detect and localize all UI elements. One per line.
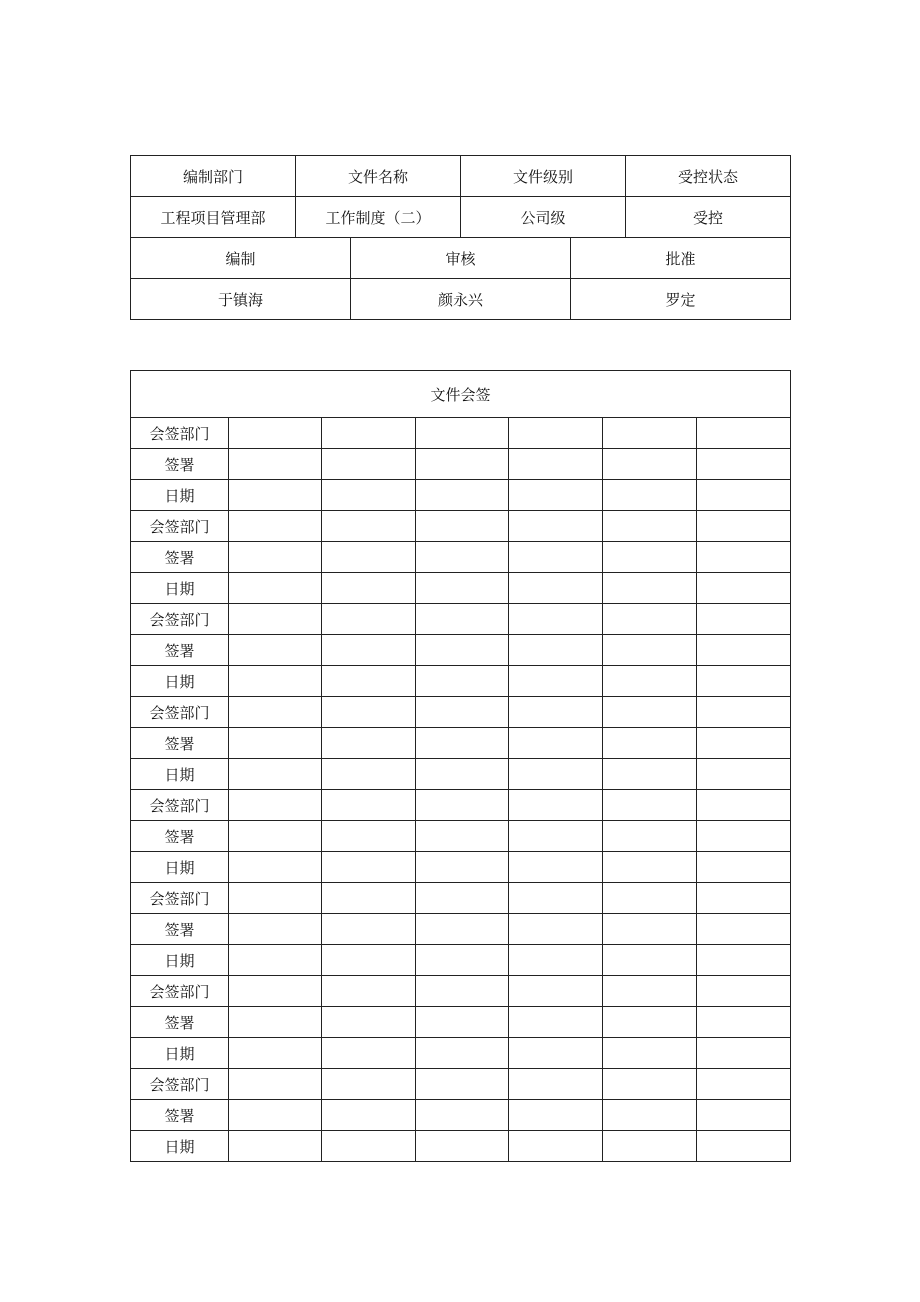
countersign-date-label: 日期 xyxy=(131,945,229,976)
countersign-department-cell[interactable] xyxy=(229,883,322,914)
countersign-date-cell[interactable] xyxy=(603,759,697,790)
countersign-signature-cell[interactable] xyxy=(229,449,322,480)
countersign-date-cell[interactable] xyxy=(416,573,509,604)
countersign-signature-label: 签署 xyxy=(131,728,229,759)
countersign-date-cell[interactable] xyxy=(416,759,509,790)
countersign-department-cell[interactable] xyxy=(509,604,603,635)
countersign-date-cell[interactable] xyxy=(603,1038,697,1069)
countersign-title: 文件会签 xyxy=(131,371,791,418)
countersign-signature-cell[interactable] xyxy=(322,728,416,759)
countersign-signature-label: 签署 xyxy=(131,1007,229,1038)
countersign-signature-cell[interactable] xyxy=(509,542,603,573)
countersign-signature-cell[interactable] xyxy=(416,1100,509,1131)
countersign-date-row xyxy=(131,945,791,976)
countersign-department-cell[interactable] xyxy=(229,790,322,821)
countersign-date-cell[interactable] xyxy=(416,480,509,511)
countersign-department-cell[interactable] xyxy=(603,604,697,635)
countersign-date-row xyxy=(131,480,791,511)
countersign-signature-cell[interactable] xyxy=(229,1100,322,1131)
countersign-signature-cell[interactable] xyxy=(697,728,791,759)
countersign-signature-cell[interactable] xyxy=(322,1007,416,1038)
countersign-signature-cell[interactable] xyxy=(697,449,791,480)
countersign-signature-cell[interactable] xyxy=(416,821,509,852)
countersign-signature-label: 签署 xyxy=(131,914,229,945)
countersign-signature-cell[interactable] xyxy=(322,821,416,852)
countersign-signature-cell[interactable] xyxy=(603,449,697,480)
value-department: 工程项目管理部 xyxy=(131,197,296,238)
countersign-date-cell[interactable] xyxy=(697,759,791,790)
countersign-department-cell[interactable] xyxy=(229,511,322,542)
countersign-date-cell[interactable] xyxy=(509,480,603,511)
countersign-table xyxy=(130,370,791,1162)
countersign-signature-label: 签署 xyxy=(131,1100,229,1131)
approval-value-row xyxy=(131,279,791,320)
countersign-department-cell[interactable] xyxy=(509,790,603,821)
countersign-department-label: 会签部门 xyxy=(131,883,229,914)
countersign-signature-cell[interactable] xyxy=(416,728,509,759)
countersign-department-cell[interactable] xyxy=(509,976,603,1007)
countersign-date-cell[interactable] xyxy=(697,945,791,976)
countersign-department-cell[interactable] xyxy=(697,418,791,449)
countersign-department-cell[interactable] xyxy=(697,604,791,635)
countersign-department-cell[interactable] xyxy=(697,511,791,542)
countersign-date-cell[interactable] xyxy=(229,666,322,697)
countersign-department-label: 会签部门 xyxy=(131,1069,229,1100)
countersign-signature-label: 签署 xyxy=(131,542,229,573)
countersign-signature-cell[interactable] xyxy=(603,728,697,759)
countersign-date-cell[interactable] xyxy=(322,1131,416,1162)
countersign-department-row xyxy=(131,790,791,821)
countersign-date-cell[interactable] xyxy=(416,945,509,976)
countersign-date-cell[interactable] xyxy=(322,1038,416,1069)
countersign-department-cell[interactable] xyxy=(416,604,509,635)
countersign-department-cell[interactable] xyxy=(603,418,697,449)
countersign-signature-cell[interactable] xyxy=(416,635,509,666)
countersign-date-cell[interactable] xyxy=(416,1038,509,1069)
countersign-signature-cell[interactable] xyxy=(603,1007,697,1038)
countersign-department-row xyxy=(131,883,791,914)
info-value-row xyxy=(131,197,791,238)
countersign-signature-cell[interactable] xyxy=(229,914,322,945)
countersign-department-label: 会签部门 xyxy=(131,604,229,635)
countersign-date-cell[interactable] xyxy=(603,852,697,883)
countersign-date-cell[interactable] xyxy=(416,852,509,883)
countersign-department-cell[interactable] xyxy=(603,511,697,542)
countersign-signature-label: 签署 xyxy=(131,449,229,480)
countersign-department-cell[interactable] xyxy=(229,976,322,1007)
countersign-department-cell[interactable] xyxy=(509,883,603,914)
countersign-department-cell[interactable] xyxy=(416,697,509,728)
countersign-date-row xyxy=(131,573,791,604)
countersign-department-row xyxy=(131,604,791,635)
countersign-date-cell[interactable] xyxy=(697,573,791,604)
countersign-date-cell[interactable] xyxy=(697,480,791,511)
countersign-date-cell[interactable] xyxy=(509,1038,603,1069)
countersign-department-cell[interactable] xyxy=(509,1069,603,1100)
countersign-department-cell[interactable] xyxy=(229,1069,322,1100)
countersign-signature-cell[interactable] xyxy=(603,821,697,852)
countersign-signature-row xyxy=(131,821,791,852)
countersign-department-cell[interactable] xyxy=(697,1069,791,1100)
countersign-date-row xyxy=(131,852,791,883)
countersign-signature-cell[interactable] xyxy=(509,914,603,945)
label-prepared-by: 编制 xyxy=(131,238,351,279)
countersign-signature-cell[interactable] xyxy=(322,635,416,666)
countersign-department-cell[interactable] xyxy=(322,604,416,635)
countersign-signature-cell[interactable] xyxy=(697,914,791,945)
countersign-department-cell[interactable] xyxy=(322,790,416,821)
countersign-department-label: 会签部门 xyxy=(131,790,229,821)
countersign-signature-cell[interactable] xyxy=(603,1100,697,1131)
countersign-signature-cell[interactable] xyxy=(697,821,791,852)
countersign-signature-cell[interactable] xyxy=(697,1007,791,1038)
countersign-date-cell[interactable] xyxy=(509,945,603,976)
countersign-department-cell[interactable] xyxy=(509,697,603,728)
countersign-signature-row xyxy=(131,1100,791,1131)
countersign-department-cell[interactable] xyxy=(416,976,509,1007)
countersign-department-cell[interactable] xyxy=(603,1069,697,1100)
countersign-date-cell[interactable] xyxy=(229,852,322,883)
countersign-date-row xyxy=(131,666,791,697)
countersign-signature-cell[interactable] xyxy=(322,542,416,573)
countersign-signature-row xyxy=(131,449,791,480)
countersign-department-cell[interactable] xyxy=(416,1069,509,1100)
countersign-signature-cell[interactable] xyxy=(603,914,697,945)
label-reviewed-by: 审核 xyxy=(351,238,571,279)
countersign-date-cell[interactable] xyxy=(509,1131,603,1162)
countersign-date-cell[interactable] xyxy=(509,666,603,697)
countersign-department-label: 会签部门 xyxy=(131,976,229,1007)
countersign-date-cell[interactable] xyxy=(322,480,416,511)
countersign-signature-cell[interactable] xyxy=(416,542,509,573)
label-file-name: 文件名称 xyxy=(296,156,461,197)
countersign-signature-cell[interactable] xyxy=(229,1007,322,1038)
countersign-date-cell[interactable] xyxy=(322,759,416,790)
countersign-date-cell[interactable] xyxy=(697,852,791,883)
countersign-department-cell[interactable] xyxy=(697,697,791,728)
countersign-department-cell[interactable] xyxy=(416,790,509,821)
countersign-department-cell[interactable] xyxy=(416,883,509,914)
countersign-date-label: 日期 xyxy=(131,573,229,604)
countersign-department-cell[interactable] xyxy=(416,511,509,542)
countersign-signature-cell[interactable] xyxy=(697,542,791,573)
countersign-department-cell[interactable] xyxy=(322,511,416,542)
countersign-signature-cell[interactable] xyxy=(603,635,697,666)
countersign-signature-cell[interactable] xyxy=(509,1007,603,1038)
countersign-signature-cell[interactable] xyxy=(697,1100,791,1131)
countersign-department-row xyxy=(131,1069,791,1100)
countersign-date-cell[interactable] xyxy=(697,1038,791,1069)
countersign-date-cell[interactable] xyxy=(322,945,416,976)
countersign-department-cell[interactable] xyxy=(603,976,697,1007)
countersign-signature-cell[interactable] xyxy=(416,914,509,945)
countersign-department-label: 会签部门 xyxy=(131,511,229,542)
countersign-date-cell[interactable] xyxy=(229,945,322,976)
countersign-date-row xyxy=(131,759,791,790)
countersign-department-cell[interactable] xyxy=(322,418,416,449)
countersign-date-cell[interactable] xyxy=(603,480,697,511)
countersign-title-row xyxy=(131,371,791,418)
countersign-signature-cell[interactable] xyxy=(229,728,322,759)
countersign-signature-label: 签署 xyxy=(131,635,229,666)
countersign-signature-cell[interactable] xyxy=(229,821,322,852)
countersign-date-cell[interactable] xyxy=(416,666,509,697)
countersign-date-cell[interactable] xyxy=(509,573,603,604)
countersign-signature-cell[interactable] xyxy=(697,635,791,666)
countersign-department-cell[interactable] xyxy=(322,883,416,914)
countersign-signature-cell[interactable] xyxy=(509,821,603,852)
countersign-date-cell[interactable] xyxy=(229,480,322,511)
countersign-body xyxy=(131,371,791,1162)
countersign-date-cell[interactable] xyxy=(229,1131,322,1162)
countersign-department-cell[interactable] xyxy=(603,883,697,914)
value-file-name: 工作制度（二） xyxy=(296,197,461,238)
countersign-department-cell[interactable] xyxy=(697,790,791,821)
countersign-department-cell[interactable] xyxy=(697,976,791,1007)
countersign-date-row xyxy=(131,1131,791,1162)
countersign-date-cell[interactable] xyxy=(229,1038,322,1069)
countersign-date-label: 日期 xyxy=(131,1131,229,1162)
countersign-date-cell[interactable] xyxy=(603,945,697,976)
countersign-signature-row xyxy=(131,914,791,945)
countersign-signature-cell[interactable] xyxy=(229,542,322,573)
countersign-date-cell[interactable] xyxy=(603,666,697,697)
countersign-signature-row xyxy=(131,635,791,666)
countersign-signature-cell[interactable] xyxy=(509,728,603,759)
countersign-department-label: 会签部门 xyxy=(131,697,229,728)
label-department: 编制部门 xyxy=(131,156,296,197)
countersign-department-cell[interactable] xyxy=(509,511,603,542)
countersign-date-row xyxy=(131,1038,791,1069)
countersign-date-cell[interactable] xyxy=(509,852,603,883)
countersign-department-cell[interactable] xyxy=(322,1069,416,1100)
countersign-department-cell[interactable] xyxy=(603,697,697,728)
countersign-date-cell[interactable] xyxy=(229,759,322,790)
countersign-department-row xyxy=(131,511,791,542)
countersign-department-cell[interactable] xyxy=(509,418,603,449)
countersign-signature-row xyxy=(131,1007,791,1038)
countersign-signature-cell[interactable] xyxy=(509,449,603,480)
approval-label-row xyxy=(131,238,791,279)
info-label-row xyxy=(131,156,791,197)
value-control-status: 受控 xyxy=(626,197,791,238)
countersign-signature-row xyxy=(131,728,791,759)
countersign-date-cell[interactable] xyxy=(509,759,603,790)
countersign-date-cell[interactable] xyxy=(416,1131,509,1162)
countersign-department-cell[interactable] xyxy=(416,418,509,449)
value-file-level: 公司级 xyxy=(461,197,626,238)
value-prepared-by: 于镇海 xyxy=(131,279,351,320)
countersign-date-label: 日期 xyxy=(131,852,229,883)
document-info-table xyxy=(130,155,791,238)
value-reviewed-by: 颜永兴 xyxy=(351,279,571,320)
countersign-signature-cell[interactable] xyxy=(322,1100,416,1131)
countersign-signature-cell[interactable] xyxy=(416,449,509,480)
approval-table xyxy=(130,237,791,320)
countersign-date-cell[interactable] xyxy=(322,666,416,697)
countersign-department-cell[interactable] xyxy=(229,697,322,728)
countersign-signature-cell[interactable] xyxy=(603,542,697,573)
countersign-department-row xyxy=(131,418,791,449)
countersign-date-cell[interactable] xyxy=(322,852,416,883)
countersign-department-row xyxy=(131,976,791,1007)
countersign-date-cell[interactable] xyxy=(603,1131,697,1162)
countersign-date-cell[interactable] xyxy=(229,573,322,604)
countersign-signature-cell[interactable] xyxy=(322,449,416,480)
countersign-department-cell[interactable] xyxy=(322,976,416,1007)
value-approved-by: 罗定 xyxy=(571,279,791,320)
countersign-date-cell[interactable] xyxy=(697,666,791,697)
countersign-date-cell[interactable] xyxy=(322,573,416,604)
countersign-department-label: 会签部门 xyxy=(131,418,229,449)
countersign-department-cell[interactable] xyxy=(229,604,322,635)
countersign-date-cell[interactable] xyxy=(603,573,697,604)
countersign-date-label: 日期 xyxy=(131,666,229,697)
countersign-date-cell[interactable] xyxy=(697,1131,791,1162)
countersign-signature-cell[interactable] xyxy=(416,1007,509,1038)
countersign-date-label: 日期 xyxy=(131,759,229,790)
countersign-signature-label: 签署 xyxy=(131,821,229,852)
countersign-signature-cell[interactable] xyxy=(509,635,603,666)
countersign-signature-cell[interactable] xyxy=(322,914,416,945)
countersign-signature-cell[interactable] xyxy=(509,1100,603,1131)
countersign-date-label: 日期 xyxy=(131,1038,229,1069)
countersign-signature-cell[interactable] xyxy=(229,635,322,666)
countersign-signature-row xyxy=(131,542,791,573)
countersign-department-cell[interactable] xyxy=(229,418,322,449)
countersign-department-cell[interactable] xyxy=(603,790,697,821)
label-file-level: 文件级别 xyxy=(461,156,626,197)
label-approved-by: 批准 xyxy=(571,238,791,279)
countersign-date-label: 日期 xyxy=(131,480,229,511)
countersign-department-row xyxy=(131,697,791,728)
label-control-status: 受控状态 xyxy=(626,156,791,197)
countersign-department-cell[interactable] xyxy=(697,883,791,914)
countersign-department-cell[interactable] xyxy=(322,697,416,728)
